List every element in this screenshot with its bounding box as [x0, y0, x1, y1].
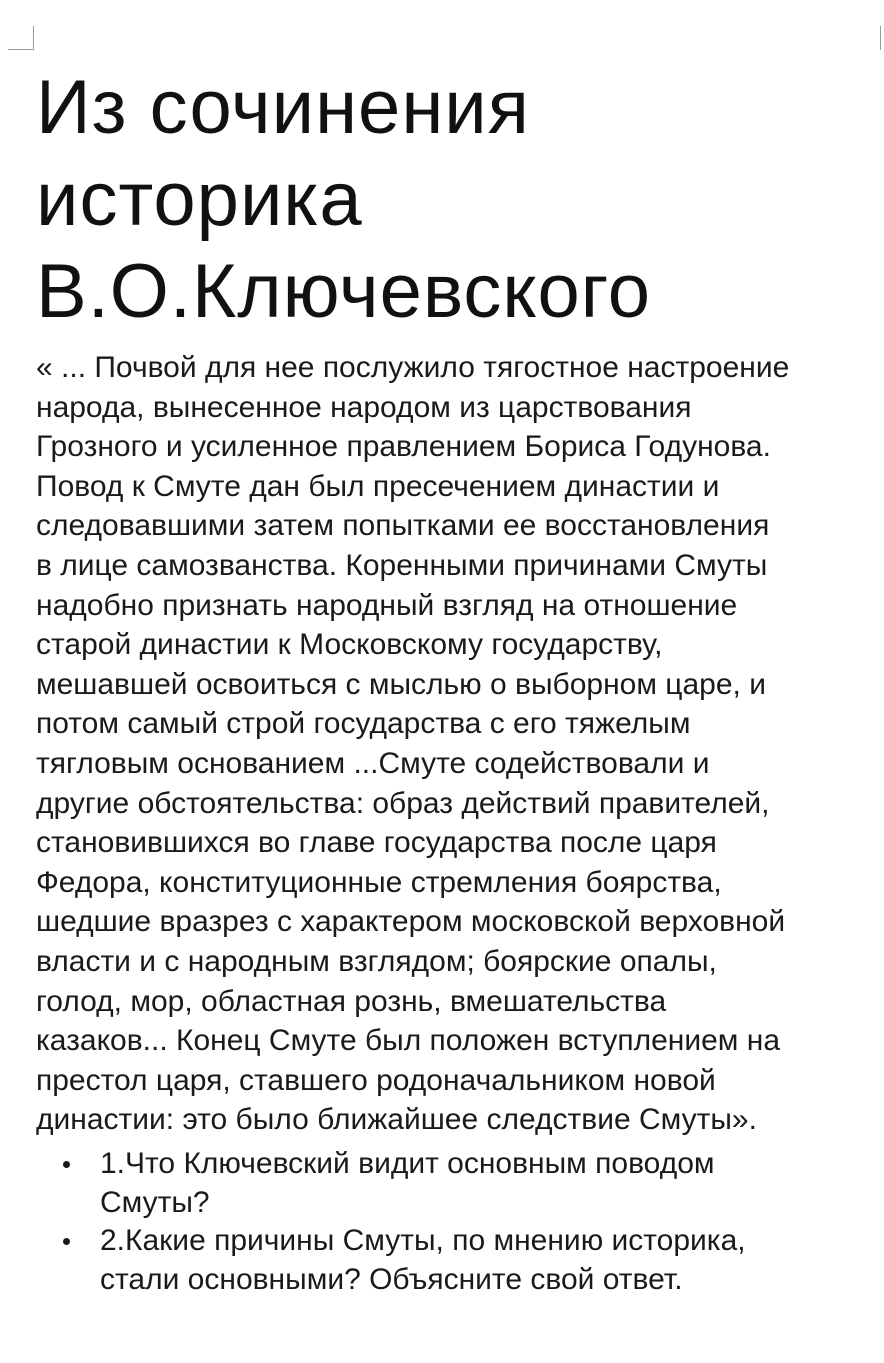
page-title — [36, 62, 856, 338]
title-line: В.О.Ключевского — [36, 249, 652, 334]
title-line: историка — [36, 157, 363, 242]
question-item — [0, 1145, 884, 1222]
bullet-icon — [63, 1161, 70, 1168]
quote-line: в лице самозванства. Коренными причинами Смуты — [36, 548, 768, 582]
quote-line: престол царя, ставшего родоначальником новой — [36, 1063, 716, 1097]
quote-line: шедшие вразрез с характером московской верховной — [36, 905, 786, 939]
question-line: стали основными? Объясните свой ответ. — [100, 1262, 683, 1296]
quote-body — [36, 348, 878, 1140]
quote-line: « ... Почвой для нее послужило тягостное настроение — [36, 351, 790, 384]
quote-line: голод, мор, областная рознь, вмешательства — [36, 984, 667, 1018]
question-line: 1.Что Ключевский видит основным поводом — [100, 1147, 715, 1180]
quote-line: власти и с народным взглядом; боярские опалы, — [36, 944, 717, 978]
quote-line: казаков... Конец Смуте был положен вступлением на — [36, 1024, 781, 1058]
quote-line: другие обстоятельства: образ действий правителей, — [36, 786, 770, 820]
title-line: Из сочинения — [36, 65, 530, 150]
quote-line: тягловым основанием ...Смуте содействовали и — [36, 746, 710, 780]
quote-line: народа, вынесенное народом из царствования — [36, 390, 692, 424]
page-corner-mark-right — [880, 26, 881, 50]
quote-line: Грозного и усиленное правлением Бориса Годунова. — [36, 430, 771, 464]
page-corner-mark-left — [8, 26, 34, 50]
question-item — [0, 1222, 884, 1299]
quote-line: мешавшей освоиться с мыслью о выборном царе, и — [36, 667, 766, 701]
quote-line: старой династии к Московскому государству, — [36, 628, 663, 662]
question-line: 2.Какие причины Смуты, по мнению историка, — [100, 1224, 746, 1257]
quote-line: династии: это было ближайшее следствие Смуты». — [36, 1103, 757, 1137]
question-list — [0, 1145, 884, 1299]
quote-line: надобно признать народный взгляд на отношение — [36, 588, 738, 622]
quote-line: следовавшими затем попытками ее восстановления — [36, 509, 770, 543]
quote-line: Повод к Смуте дан был пресечением династии и — [36, 469, 720, 503]
quote-line: потом самый строй государства с его тяжелым — [36, 707, 691, 741]
quote-line: становившихся во главе государства после царя — [36, 826, 717, 860]
question-line: Смуты? — [100, 1185, 210, 1219]
quote-line: Федора, конституционные стремления боярства, — [36, 865, 722, 899]
bullet-icon — [63, 1238, 70, 1245]
